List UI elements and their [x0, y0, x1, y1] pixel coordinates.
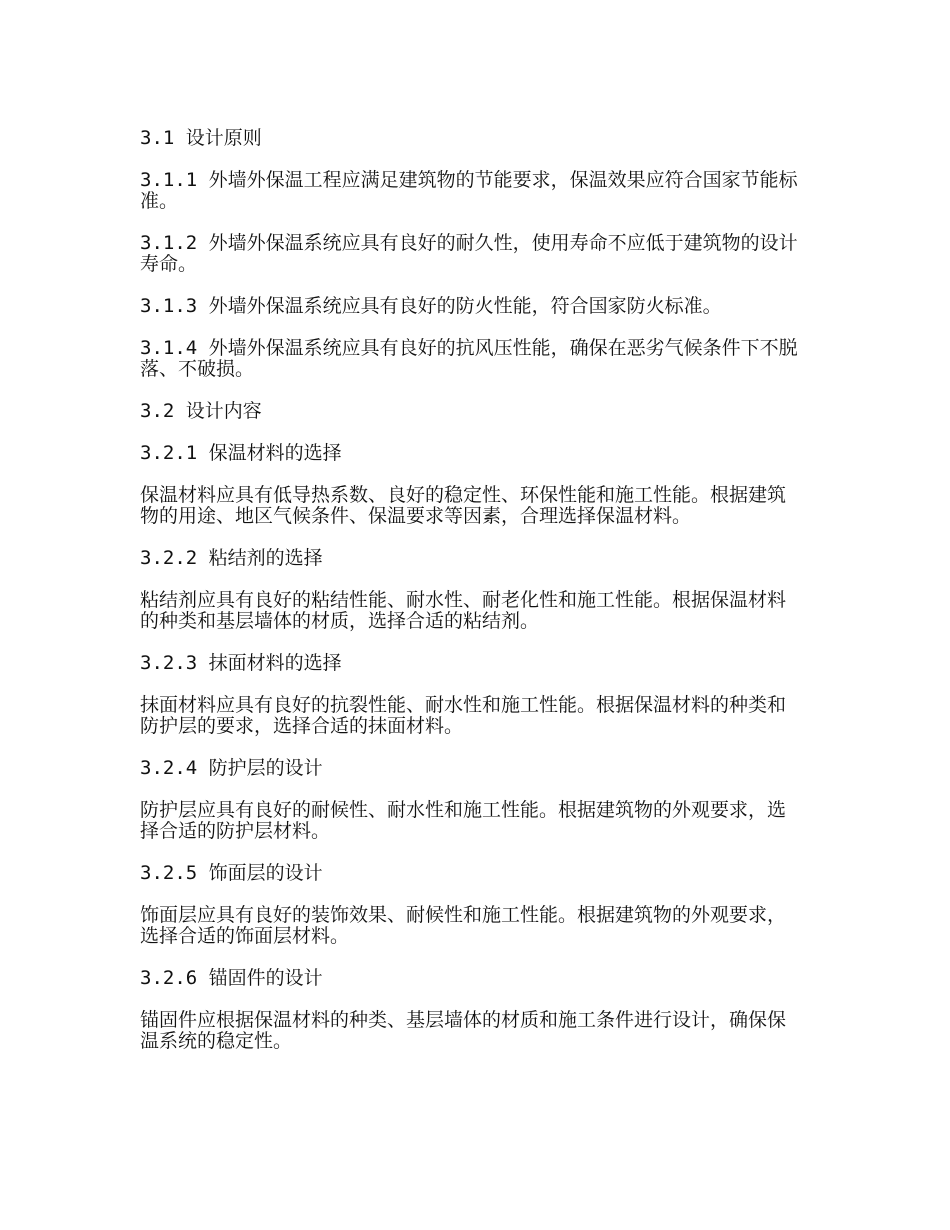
- paragraph-protective-layer: 防护层应具有良好的耐候性、耐水性和施工性能。根据建筑物的外观要求，选择合适的防护层材料。: [140, 799, 787, 842]
- paragraph-insulation-material: 保温材料应具有低导热系数、良好的稳定性、环保性能和施工性能。根据建筑物的用途、地区气候条件、保温要求等因素，合理选择保温材料。: [140, 484, 787, 527]
- paragraph-finish-layer: 饰面层应具有良好的装饰效果、耐候性和施工性能。根据建筑物的外观要求，选择合适的饰面层材料。: [140, 904, 787, 947]
- section-heading-3-2: 3.2 设计内容: [140, 400, 262, 422]
- clause-3-1-2: 3.1.2 外墙外保温系统应具有良好的耐久性，使用寿命不应低于建筑物的设计寿命。: [140, 232, 798, 275]
- subsection-heading-3-2-3: 3.2.3 抹面材料的选择: [140, 652, 342, 674]
- clause-3-1-3: 3.1.3 外墙外保温系统应具有良好的防火性能，符合国家防火标准。: [140, 295, 722, 317]
- clause-3-1-4: 3.1.4 外墙外保温系统应具有良好的抗风压性能，确保在恶劣气候条件下不脱落、不破损。: [140, 337, 798, 380]
- document-body: [140, 128, 800, 1073]
- subsection-heading-3-2-6: 3.2.6 锚固件的设计: [140, 967, 323, 989]
- clause-3-1-1: 3.1.1 外墙外保温工程应满足建筑物的节能要求，保温效果应符合国家节能标准。: [140, 169, 798, 212]
- paragraph-anchors: 锚固件应根据保温材料的种类、基层墙体的材质和施工条件进行设计，确保保温系统的稳定性。: [140, 1009, 787, 1052]
- subsection-heading-3-2-2: 3.2.2 粘结剂的选择: [140, 547, 323, 569]
- paragraph-plaster-material: 抹面材料应具有良好的抗裂性能、耐水性和施工性能。根据保温材料的种类和防护层的要求，选择合适的抹面材料。: [140, 694, 787, 737]
- subsection-heading-3-2-1: 3.2.1 保温材料的选择: [140, 442, 342, 464]
- subsection-heading-3-2-4: 3.2.4 防护层的设计: [140, 757, 323, 779]
- paragraph-adhesive: 粘结剂应具有良好的粘结性能、耐水性、耐老化性和施工性能。根据保温材料的种类和基层墙体的材质，选择合适的粘结剂。: [140, 589, 787, 632]
- section-heading-3-1: 3.1 设计原则: [140, 127, 262, 149]
- subsection-heading-3-2-5: 3.2.5 饰面层的设计: [140, 862, 323, 884]
